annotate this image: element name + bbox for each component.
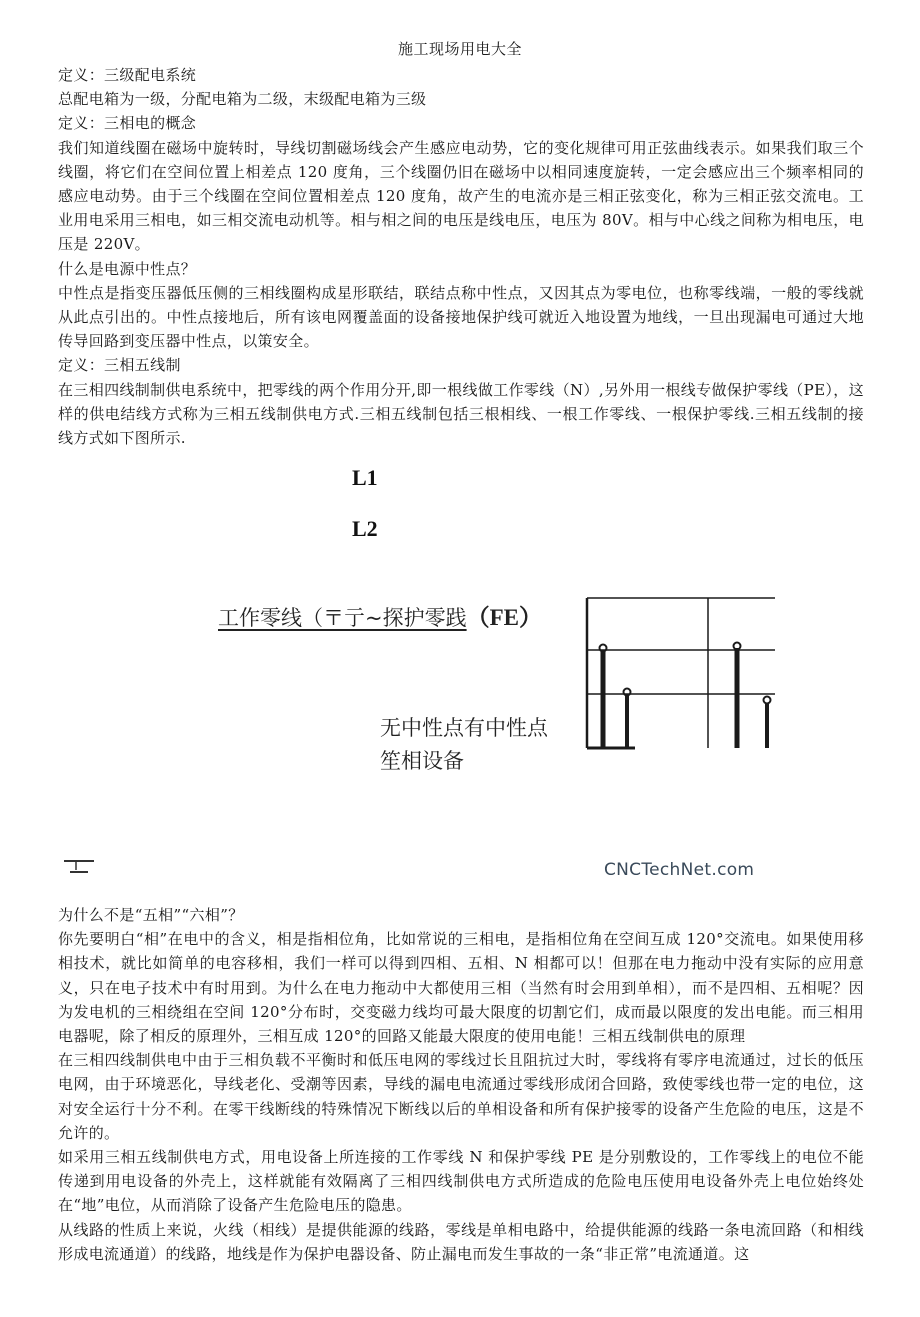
heading-neutral-point: 什么是电源中性点？: [58, 259, 197, 278]
logo-mark-graphic: [62, 856, 96, 876]
wire-grid-graphic: [575, 590, 780, 755]
label-l2: L2: [352, 516, 378, 541]
top-text-block: [58, 63, 864, 450]
neutral-protect-line-label: [218, 599, 542, 632]
paragraph-phase-meaning: 你先要明白“相”在电中的含义，相是指相位角，比如常说的三相电，是指相位角在空间互成 120°交流电。如果使用移相技术，就比如简单的电容移相，我们一样可以得到四相、五相、N 相都可以！但那在电力拖动中没有实际的应用意义，只在电子技术中有时用到。为什么在电力拖动中大都使用三相（当然有时会用到单相），而不是四相、五相呢？因为发电机的三相绕组在空间 120°分布时，交变磁力线均可最大限度的切割它们，成而最以限度的发出电能。而三相用电器呢，除了相反的原理外，三相互成 120°的回路又能最大限度的使用电能！三相五线制供电的原理: [58, 930, 864, 1046]
neutral-label-text: 工作零线（〒亍~探护零践: [218, 606, 467, 630]
device-node-4: [764, 697, 771, 704]
heading-five-wire: 定义：三相五线制: [58, 356, 181, 375]
paragraph-line-nature: 从线路的性质上来说，火线（相线）是提供能源的线路，零线是单相电路中，给提供能源的线路一条电流回路（和相线形成电流通道）的线路，地线是作为保护电器设备、防止漏电而发生事故的一条“非正常”电流通道。这: [58, 1220, 864, 1263]
fe-label-text: （FE）: [466, 605, 542, 630]
label-l1: L1: [352, 465, 378, 490]
paragraph-three-phase: 我们知道线圈在磁场中旋转时，导线切割磁场线会产生感应电动势，它的变化规律可用正弦曲线表示。如果我们取三个线圈，将它们在空间位置上相差点 120 度角，三个线圈仍旧在磁场中以相同速度旋转，一定会感应出三个频率相同的感应电动势。由于三个线圈在空间位置相差点 120 度角，故产生的电流亦是三相正弦变化，称为三相正弦交流电。工业用电采用三相电，如三相交流电动机等。相与相之间的电压是线电压，电压为 80V。相与中心线之间称为相电压，电压是 220V。: [58, 138, 864, 254]
heading-why-not-five-six: 为什么不是“五相”“六相”？: [58, 906, 244, 924]
paragraph-four-wire-problem: 在三相四线制供电中由于三相负载不平衡时和低压电网的零线过长且阻抗过大时，零线将有零序电流通过，过长的低压电网，由于环境恶化，导线老化、受潮等因素，导线的漏电电流通过零线形成闭合回路，致使零线也带一定的电位，这对安全运行十分不利。在零干线断线的特殊情况下断线以后的单相设备和所有保护接零的设备产生危险的电压，这是不允许的。: [58, 1051, 864, 1142]
paragraph-distribution-levels: 总配电箱为一级，分配电箱为二级，末级配电箱为三级: [58, 90, 427, 109]
note-phase-equipment: 笙相设备: [380, 749, 464, 773]
heading-three-phase-concept: 定义：三相电的概念: [58, 114, 197, 133]
paragraph-neutral-point: 中性点是指变压器低压侧的三相线圈构成星形联结，联结点称中性点，又因其点为零电位，也称零线端，一般的零线就从此点引出的。中性点接地后，所有该电网覆盖面的设备接地保护线可就近入地设置为地线，一旦出现漏电可通过大地传导回路到变压器中性点，以策安全。: [58, 283, 864, 351]
note-neutral-point: 无中性点有中性点: [380, 716, 548, 740]
bottom-text-block: [58, 903, 864, 1266]
wiring-diagram: [0, 450, 920, 910]
paragraph-five-wire: 在三相四线制制供电系统中，把零线的两个作用分开,即一根线做工作零线（N）,另外用一根线专做保护零线（PE），这样的供电结线方式称为三相五线制供电方式.三相五线制包括三根相线、一根工作零线、一根保护零线.三相五线制的接线方式如下图所示.: [58, 380, 864, 448]
watermark-text: CNCTechNet.com: [604, 860, 755, 880]
page-title: 施工现场用电大全: [397, 40, 522, 58]
heading-three-level-distribution: 定义：三级配电系统: [58, 66, 197, 84]
paragraph-five-wire-benefit: 如采用三相五线制供电方式，用电设备上所连接的工作零线 N 和保护零线 PE 是分别敷设的，工作零线上的电位不能传递到用电设备的外壳上，这样就能有效隔离了三相四线制供电方式所造成的危险电压使用电设备外壳上电位始终处在“地”电位，从而消除了设备产生危险电压的隐患。: [58, 1148, 864, 1215]
